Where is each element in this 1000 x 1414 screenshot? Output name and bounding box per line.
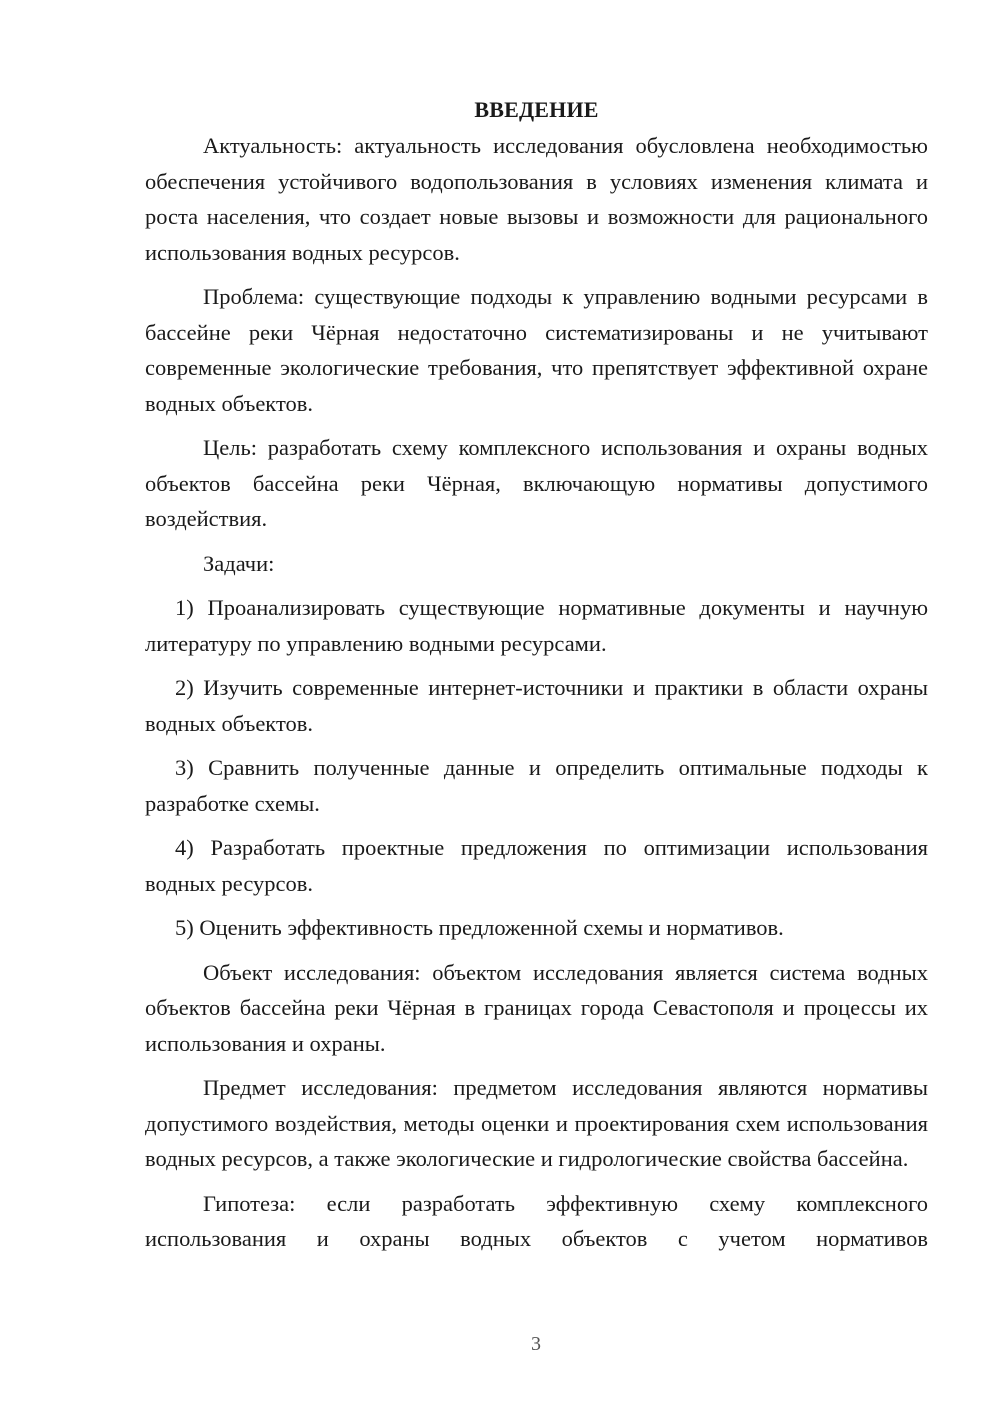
task-item-5: 5) Оценить эффективность предложенной схемы и нормативов. [175, 915, 784, 940]
hypothesis-paragraph: Гипотеза: если разработать эффективную схему комплексного использования и охраны водных объектов с учетом нормативов [145, 1190, 928, 1251]
task-item-1: 1) Проанализировать существующие нормативные документы и научную литературу по управлению водными ресурсами. [145, 595, 928, 656]
goal-paragraph: Цель: разработать схему комплексного использования и охраны водных объектов бассейна реки Чёрная, включающую нормативы допустимого воздействия. [145, 435, 928, 531]
problem-paragraph: Проблема: существующие подходы к управлению водными ресурсами в бассейне реки Чёрная недостаточно систематизированы и не учитывают современные экологические требования, что препятствует эффективной охране водных объектов. [145, 284, 928, 416]
task-item-2: 2) Изучить современные интернет-источники и практики в области охраны водных объектов. [145, 675, 928, 736]
task-item-4: 4) Разработать проектные предложения по оптимизации использования водных ресурсов. [145, 835, 928, 896]
relevance-paragraph: Актуальность: актуальность исследования обусловлена необходимостью обеспечения устойчивого водопользования в условиях изменения климата и роста населения, что создает новые вызовы и возможности для рационального использования водных ресурсов. [145, 133, 928, 265]
object-paragraph: Объект исследования: объектом исследования является система водных объектов бассейна реки Чёрная в границах города Севастополя и процессы их использования и охраны. [145, 959, 928, 1056]
task-item-3: 3) Сравнить полученные данные и определить оптимальные подходы к разработке схемы. [145, 755, 928, 816]
tasks-label: Задачи: [203, 550, 275, 576]
page-number: 3 [531, 1333, 541, 1355]
subject-paragraph: Предмет исследования: предметом исследования являются нормативы допустимого воздействия, методы оценки и проектирования схем использования водных ресурсов, а также экологические и гидрологические свойства бассейна. [145, 1075, 928, 1171]
section-heading: ВВЕДЕНИЕ [474, 97, 599, 122]
document-page [145, 92, 928, 1266]
